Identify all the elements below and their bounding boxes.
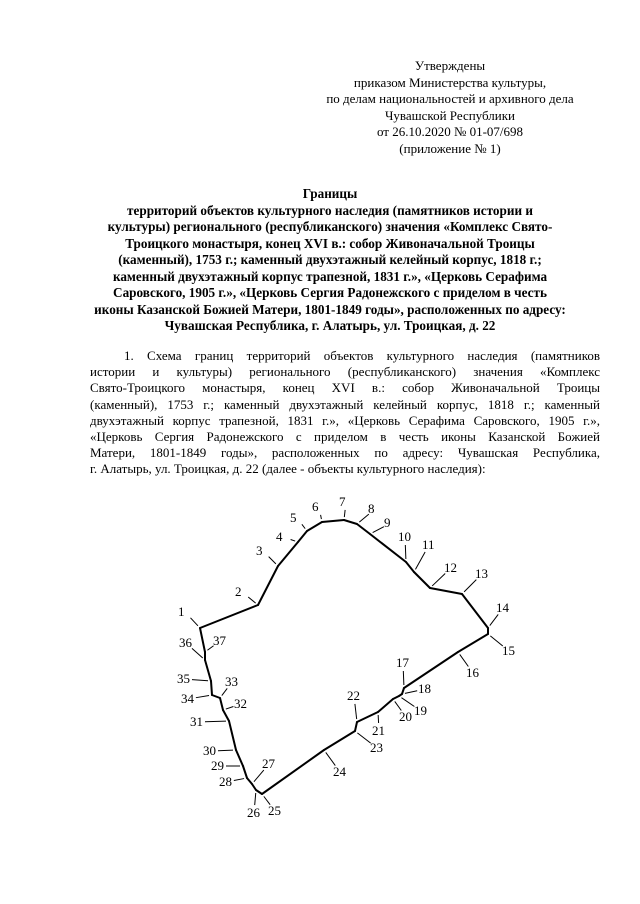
point-label-31: 31 [190,714,203,729]
leader-line-18 [405,691,417,694]
paragraph-line: «Церковь Сергия Радонежского с приделом в честь иконы Казанской Божией [90,429,600,445]
approval-line: Утверждены [414,58,486,73]
point-label-32: 32 [234,696,247,711]
leader-line-6 [321,515,322,519]
boundary-segment-8-9 [357,524,370,534]
boundary-segment-20-21 [378,699,393,712]
point-label-4: 4 [276,529,283,544]
point-label-17: 17 [396,655,409,670]
leader-line-31 [205,721,226,722]
leader-line-33 [222,688,227,695]
boundary-segment-6-7 [322,520,344,522]
point-label-22: 22 [347,688,360,703]
title-line: каменный двухэтажный корпус трапезной, 1831 г.», «Церковь Серафима [112,268,548,284]
leader-line-17 [403,671,404,685]
boundary-segment-25-26 [256,790,262,794]
leader-line-26 [255,793,256,805]
leader-lines [190,510,502,805]
boundary-segment-28-29 [243,766,247,778]
boundary-segment-30-31 [229,721,236,750]
leader-line-35 [192,680,208,681]
boundary-segment-11-12 [414,572,430,588]
approval-block [300,58,600,157]
point-label-3: 3 [256,543,263,558]
point-label-1: 1 [178,604,185,619]
boundary-segment-16-17 [404,652,458,688]
point-label-6: 6 [312,499,319,514]
boundary-segment-13-14 [462,594,488,628]
point-label-27: 27 [262,756,275,771]
title-line: иконы Казанской Божией Матери, 1801-1849 годы», расположенных по адресу: [94,301,566,317]
approval-line: (приложение № 1) [399,140,501,156]
leader-line-30 [218,750,233,751]
boundary-segment-26-27 [252,784,256,790]
point-label-15: 15 [502,643,515,658]
boundary-segment-29-30 [236,750,243,766]
point-label-2: 2 [235,584,242,599]
leader-line-19 [401,698,414,707]
point-label-16: 16 [466,665,479,680]
leader-line-15 [490,636,502,646]
approval-line: от 26.10.2020 № 01-07/698 [376,124,524,139]
leader-line-32 [226,707,234,710]
point-label-25: 25 [268,803,281,818]
title-line: территорий объектов культурного наследия (памятников истории и [127,202,533,218]
paragraph-line: двухэтажный корпус трапезной, 1831 г.», «Церковь Серафима Саровского, 1905 г.», [90,412,600,428]
point-label-13: 13 [475,566,488,581]
point-label-24: 24 [333,764,346,779]
title-line: Чувашская Республика, г. Алатырь, ул. Троицкая, д. 22 [164,318,496,333]
leader-line-12 [432,574,445,586]
point-label-12: 12 [444,560,457,575]
point-label-20: 20 [399,709,412,724]
leader-line-22 [355,704,357,719]
point-label-36: 36 [179,635,192,650]
paragraph-line: г. Алатырь, ул. Троицкая, д. 22 (далее - объекты культурного наследия): [90,461,486,477]
paragraph-line: 1. Схема границ территорий объектов культурного наследия (памятников [124,348,600,363]
leader-line-3 [269,557,276,564]
boundary-segment-37-1 [200,628,205,652]
boundary-scheme [0,480,640,840]
point-label-10: 10 [398,529,411,544]
boundary-segment-2-3 [258,566,278,605]
point-label-8: 8 [368,501,375,516]
boundary-segment-32-33 [220,698,223,710]
boundary-segment-15-16 [458,634,488,652]
point-label-5: 5 [290,510,297,525]
point-label-23: 23 [370,740,383,755]
boundary-segment-33-34 [212,695,220,698]
point-label-7: 7 [339,494,346,509]
leader-line-10 [405,545,406,559]
leader-line-4 [291,540,296,542]
leader-line-2 [248,597,255,603]
boundary-segment-31-32 [223,710,229,721]
leader-line-7 [344,510,345,517]
leader-line-9 [373,527,384,533]
boundary-segment-22-23 [355,722,357,731]
leader-line-1 [190,618,197,626]
leader-line-34 [196,695,209,697]
boundary-segment-5-6 [307,522,322,531]
leader-line-36 [192,648,203,658]
boundary-segment-19-20 [393,696,399,699]
point-label-28: 28 [219,774,232,789]
document-title [60,186,600,335]
point-label-19: 19 [414,703,427,718]
approval-line: Чувашской Республики [384,107,516,123]
point-label-37: 37 [213,633,226,648]
title-line: Границы [302,186,358,201]
title-line: Саровского, 1905 г.», «Церковь Сергия Радонежского с приделом в честь [113,285,547,300]
point-label-33: 33 [225,674,238,689]
leader-line-13 [464,580,476,592]
boundary-segment-23-24 [324,731,355,750]
point-labels [177,494,515,820]
point-label-35: 35 [177,671,190,686]
point-label-30: 30 [203,743,216,758]
point-label-29: 29 [211,758,224,773]
paragraph-line: Свято-Троицкого монастыря, конец XVI в.: собор Живоначальной Троицы [90,380,600,396]
point-label-14: 14 [496,600,509,615]
leader-line-28 [234,779,244,781]
boundary-segment-21-22 [357,712,378,722]
point-label-21: 21 [372,723,385,738]
approval-line: по делам национальностей и архивного дела [326,91,574,106]
point-label-11: 11 [422,537,435,552]
point-label-26: 26 [247,805,260,820]
leader-line-14 [490,614,498,625]
scheme-description-paragraph [90,348,600,478]
paragraph-line: истории и культуры) регионального (республиканского) значения «Комплекс [90,364,600,380]
paragraph-line: (каменный), 1753 г.; каменный двухэтажный келейный корпус, 1818 г.; каменный [90,396,600,412]
boundary-segment-7-8 [344,520,357,524]
point-label-9: 9 [384,515,391,530]
leader-line-11 [415,552,425,569]
boundary-segment-1-2 [200,605,258,628]
title-line: (каменный), 1753 г.; каменный двухэтажный келейный корпус, 1818 г.; [118,252,542,267]
title-line: Троицкого монастыря, конец XVI в.: собор Живоначальной Троицы [125,235,535,251]
boundary-segment-12-13 [430,588,462,594]
boundary-segment-3-4 [278,542,298,566]
boundary-segment-34-35 [211,681,212,695]
leader-line-27 [254,770,264,782]
boundary-segment-4-5 [298,531,307,542]
boundary-segment-10-11 [406,562,414,572]
paragraph-line: Матери, 1801-1849 годы», расположенных по адресу: Чувашская Республика, [90,445,600,461]
title-line: культуры) регионального (республиканского) значения «Комплекс Свято- [107,219,553,234]
boundary-segment-35-36 [205,660,211,681]
approval-line: приказом Министерства культуры, [353,74,547,90]
point-label-34: 34 [181,691,194,706]
leader-line-23 [357,733,370,743]
leader-line-5 [302,524,305,528]
point-label-18: 18 [418,681,431,696]
boundary-segment-27-28 [247,778,252,784]
